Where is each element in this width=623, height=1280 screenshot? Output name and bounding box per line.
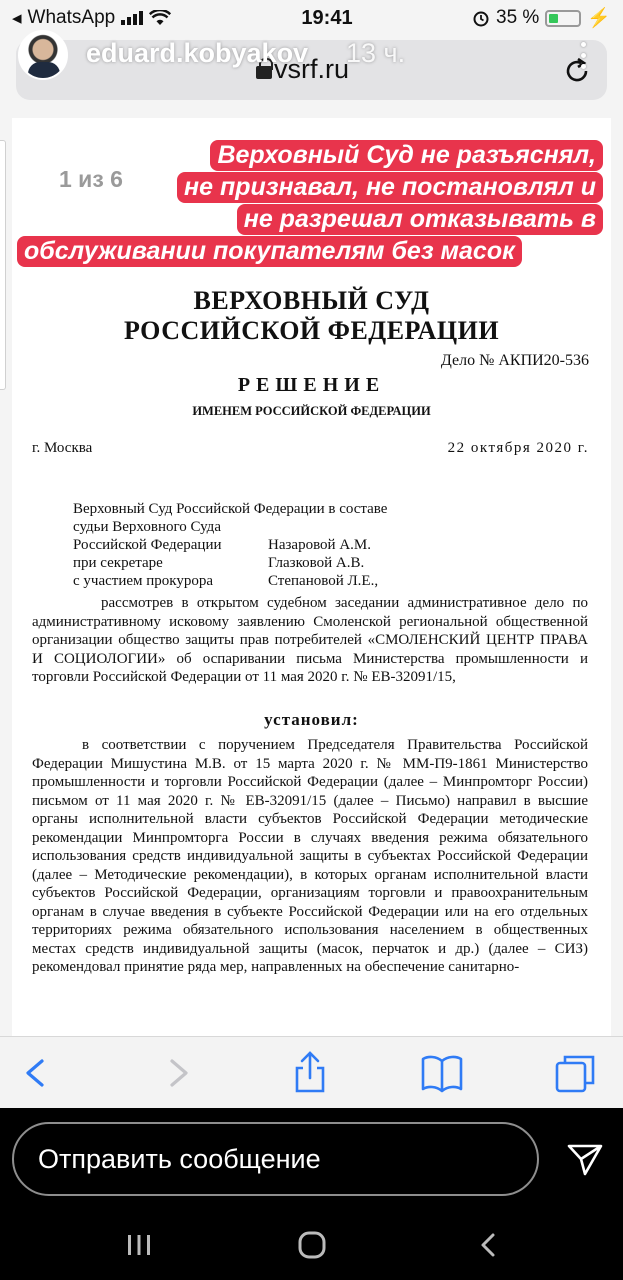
headline-line: Верховный Суд не разъяснял, <box>210 140 603 171</box>
back-icon[interactable] <box>14 1051 58 1095</box>
share-icon[interactable] <box>288 1051 332 1095</box>
story-username[interactable]: eduard.kobyakov <box>86 38 309 68</box>
browser-toolbar <box>0 1036 623 1108</box>
composition-label: судьи Верховного Суда <box>73 519 221 535</box>
composition-row <box>73 536 593 554</box>
headline-line: обслуживании покупателям без масок <box>17 236 522 267</box>
composition-value: Степановой Л.Е., <box>268 573 379 589</box>
composition-row <box>73 500 593 518</box>
in-name-of: ИМЕНЕМ РОССИЙСКОЙ ФЕДЕРАЦИИ <box>192 404 431 418</box>
paragraph-considering: рассмотрев в открытом судебном заседании административное дело по административному исковому заявлению Смоленской региональной общественной организации общество защиты прав потребителей «СМОЛЕНСКИЙ ЦЕНТР ПРАВА И СОЦИОЛОГИИ» об оспаривании письма Министерства промышленности и торговли Российской Федерации от 11 мая 2020 г. № ЕВ-32091/15, <box>32 595 588 685</box>
headline-line: не разрешал отказывать в <box>237 204 603 235</box>
reply-placeholder[interactable]: Отправить сообщение <box>38 1144 321 1174</box>
carrier-label[interactable]: WhatsApp <box>27 7 116 28</box>
bookmarks-icon[interactable] <box>420 1051 464 1095</box>
decision-title: РЕШЕНИЕ <box>237 374 386 396</box>
composition-label: Российской Федерации <box>73 537 222 553</box>
composition-label: Верховный Суд Российской Федерации в составе <box>73 501 388 517</box>
nav-back-icon[interactable] <box>478 1232 498 1258</box>
established-heading: установил: <box>264 710 359 729</box>
court-composition <box>73 500 593 590</box>
case-number: Дело № АКПИ20-536 <box>440 352 589 369</box>
composition-label: при секретаре <box>73 555 163 571</box>
composition-row <box>73 572 593 590</box>
paragraph-body: в соответствии с поручением Председателя Правительства Российской Федерации Мишустина М.В. от 15 марта 2020 г. № ММ-П9-1861 Министерство промышленности и торговли Российской Федерации (далее – Минпромторг России) письмом от 11 мая 2020 г. № ЕВ-32091/15 (далее – Письмо) направил в высшие органы исполнительной власти субъектов Российской Федерации методические рекомендации Минпромторга России в случаях введения режима обязательного использования средств индивидуальной защиты в субъектах Российской Федерации (далее – Методические рекомендации), в которых органам исполнительной власти субъектов Российской Федерации, организациям торговли и правоохранительным органам в случае введения в субъекте Российской Федерации или на его отдельных территориях режима обязательного использования населением в общественных местах средств индивидуальной защиты (масок, перчаток и др.) (далее – СИЗ) рекомендовал принятие ряда мер, направленных на обеспечение санитарно- <box>32 737 588 975</box>
headline-line: не признавал, не постановлял и <box>177 172 603 203</box>
composition-value: Назаровой А.М. <box>268 537 372 553</box>
battery-icon <box>545 10 581 27</box>
url-text[interactable]: vsrf.ru <box>273 54 349 84</box>
city: г. Москва <box>32 440 93 456</box>
more-options-icon[interactable] <box>580 42 588 72</box>
wifi-icon <box>149 10 171 26</box>
charging-icon: ⚡ <box>587 8 611 29</box>
battery-percent: 35 % <box>496 7 540 28</box>
composition-row <box>73 518 593 536</box>
story-time-ago: 13 ч. <box>346 38 406 68</box>
reply-input[interactable] <box>12 1122 539 1196</box>
alarm-icon <box>472 9 490 27</box>
home-icon[interactable] <box>297 1230 327 1260</box>
composition-row <box>73 554 593 572</box>
clock: 19:41 <box>301 6 353 29</box>
forward-icon[interactable] <box>156 1051 200 1095</box>
page-indicator: 1 из 6 <box>59 166 123 192</box>
recent-apps-icon[interactable] <box>126 1234 152 1256</box>
signal-icon <box>121 11 143 25</box>
send-icon[interactable] <box>566 1140 604 1178</box>
back-to-app-icon[interactable]: ◂ <box>12 7 22 29</box>
composition-label: с участием прокурора <box>73 573 214 589</box>
court-title-line2: РОССИЙСКОЙ ФЕДЕРАЦИИ <box>123 316 500 345</box>
court-title-line1: ВЕРХОВНЫЙ СУД <box>193 286 430 315</box>
page-edge <box>0 140 6 390</box>
avatar[interactable] <box>18 30 68 80</box>
decision-date: 22 октября 2020 г. <box>447 440 589 456</box>
tabs-icon[interactable] <box>553 1051 597 1095</box>
status-bar <box>0 0 623 36</box>
composition-value: Глазковой А.В. <box>268 555 365 571</box>
